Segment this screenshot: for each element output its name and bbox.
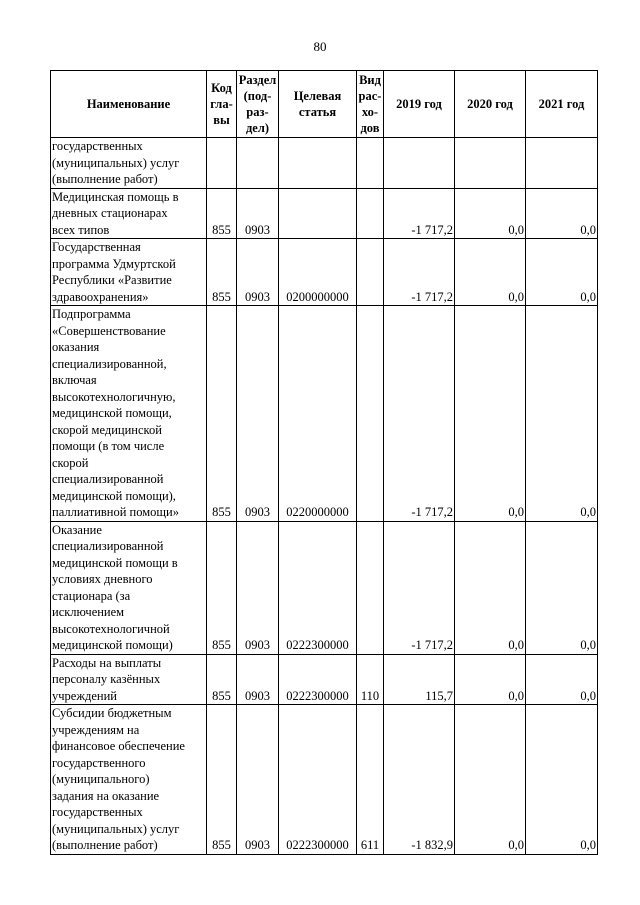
header-type: Вид рас- хо- дов	[357, 71, 384, 138]
cell-y2020	[455, 138, 526, 189]
cell-text: -1 717,2	[411, 638, 453, 652]
cell-type	[357, 654, 384, 705]
header-2021: 2021 год	[526, 71, 598, 138]
cell-text: 855	[212, 222, 231, 237]
cell-text: Расходы на выплаты персоналу казённых учреждений	[52, 655, 162, 703]
cell-y2021	[526, 654, 598, 705]
cell-text: -1 832,9	[411, 838, 453, 852]
cell-y2019	[384, 521, 455, 654]
header-2019: 2019 год	[384, 71, 455, 138]
cell-text: 855	[212, 638, 231, 652]
table-row	[51, 138, 598, 189]
cell-section	[237, 138, 279, 189]
cell-name	[51, 654, 207, 705]
table-row	[51, 239, 598, 306]
cell-y2021	[526, 138, 598, 189]
cell-text: Оказание специализированной медицинской помощи в условиях дневного стационара (за исключением высокотехнологичной медицинской помощи)	[52, 522, 178, 652]
cell-text: 0,0	[580, 289, 596, 304]
cell-text: 0220000000	[286, 505, 349, 519]
cell-type	[357, 306, 384, 522]
cell-text: Субсидии бюджетным учреждениям на финансовое обеспечение государственного (муниципального) задания на оказание государственных (муниципальных) услуг (выполнение работ)	[52, 706, 185, 852]
table-row	[51, 306, 598, 522]
budget-table	[50, 70, 598, 855]
header-code: Код гла- вы	[207, 71, 237, 138]
header-target: Целевая статья	[279, 71, 357, 138]
cell-text: Государственная программа Удмуртской Республики «Развитие здравоохранения»	[52, 240, 176, 304]
cell-text: 0,0	[508, 289, 524, 304]
cell-text: 0,0	[508, 505, 524, 519]
cell-target	[279, 705, 357, 855]
cell-text: 855	[212, 838, 231, 852]
cell-section	[237, 654, 279, 705]
cell-section	[237, 188, 279, 239]
cell-y2020	[455, 306, 526, 522]
cell-y2021	[526, 239, 598, 306]
cell-text: 855	[212, 505, 231, 519]
header-section: Раздел (под- раз- дел)	[237, 71, 279, 138]
cell-text: Медицинская помощь в дневных стационарах всех типов	[52, 189, 179, 237]
cell-type	[357, 138, 384, 189]
cell-type	[357, 705, 384, 855]
cell-text: -1 717,2	[411, 505, 453, 519]
cell-y2021	[526, 521, 598, 654]
table-header	[51, 71, 598, 138]
cell-text: -1 717,2	[411, 222, 453, 237]
cell-text: 0,0	[580, 838, 596, 852]
cell-code	[207, 654, 237, 705]
cell-text: 0903	[245, 222, 270, 237]
header-2020: 2020 год	[455, 71, 526, 138]
cell-name	[51, 188, 207, 239]
cell-text: государственных (муниципальных) услуг (выполнение работ)	[52, 139, 180, 186]
cell-y2020	[455, 654, 526, 705]
cell-text: 0,0	[580, 638, 596, 652]
cell-text: 0,0	[508, 688, 524, 703]
cell-text: 0,0	[508, 222, 524, 237]
cell-y2019	[384, 138, 455, 189]
cell-code	[207, 521, 237, 654]
cell-name	[51, 306, 207, 522]
cell-text: 0,0	[580, 222, 596, 237]
cell-text: 0903	[245, 505, 270, 519]
cell-text: 855	[212, 289, 231, 304]
cell-y2021	[526, 188, 598, 239]
cell-y2019	[384, 188, 455, 239]
cell-section	[237, 705, 279, 855]
cell-text: 0222300000	[286, 838, 349, 852]
cell-text: 611	[360, 838, 380, 852]
cell-text: 110	[360, 688, 380, 703]
table-row	[51, 705, 598, 855]
cell-text: 0903	[245, 688, 270, 703]
cell-type	[357, 521, 384, 654]
table-row	[51, 521, 598, 654]
cell-text: 0,0	[508, 638, 524, 652]
cell-code	[207, 188, 237, 239]
cell-text: 0,0	[580, 505, 596, 519]
cell-text: 0903	[245, 638, 270, 652]
cell-target	[279, 138, 357, 189]
table-body	[51, 138, 598, 855]
cell-code	[207, 138, 237, 189]
cell-text: 0222300000	[286, 688, 349, 703]
cell-name	[51, 239, 207, 306]
cell-y2020	[455, 521, 526, 654]
cell-target	[279, 521, 357, 654]
cell-target	[279, 239, 357, 306]
header-name: Наименование	[51, 71, 207, 138]
cell-name	[51, 705, 207, 855]
cell-text: 0903	[245, 289, 270, 304]
cell-type	[357, 239, 384, 306]
cell-code	[207, 705, 237, 855]
cell-y2019	[384, 239, 455, 306]
cell-y2020	[455, 239, 526, 306]
cell-text: 0222300000	[286, 638, 349, 652]
cell-section	[237, 306, 279, 522]
table-row	[51, 188, 598, 239]
cell-target	[279, 306, 357, 522]
cell-text: 115,7	[425, 688, 453, 703]
cell-text: Подпрограмма «Совершенствование оказания специализированной, включая высокотехнологичную, медицинской помощи, скорой медицинской помощи (в том числе скорой специализированной медицинской помощи), паллиативной помощи»	[52, 307, 179, 519]
cell-text: 855	[212, 688, 231, 703]
cell-y2021	[526, 705, 598, 855]
cell-text: 0200000000	[286, 289, 349, 304]
cell-y2020	[455, 705, 526, 855]
cell-y2021	[526, 306, 598, 522]
cell-type	[357, 188, 384, 239]
cell-text: 0903	[245, 838, 270, 852]
cell-y2019	[384, 306, 455, 522]
cell-target	[279, 188, 357, 239]
cell-code	[207, 239, 237, 306]
cell-section	[237, 239, 279, 306]
page-number: 80	[313, 39, 327, 54]
cell-y2019	[384, 705, 455, 855]
cell-target	[279, 654, 357, 705]
cell-name	[51, 521, 207, 654]
cell-text: 0,0	[508, 838, 524, 852]
cell-text: -1 717,2	[411, 289, 453, 304]
table-row	[51, 654, 598, 705]
cell-code	[207, 306, 237, 522]
cell-section	[237, 521, 279, 654]
cell-y2020	[455, 188, 526, 239]
cell-y2019	[384, 654, 455, 705]
cell-name	[51, 138, 207, 189]
cell-text: 0,0	[580, 688, 596, 703]
